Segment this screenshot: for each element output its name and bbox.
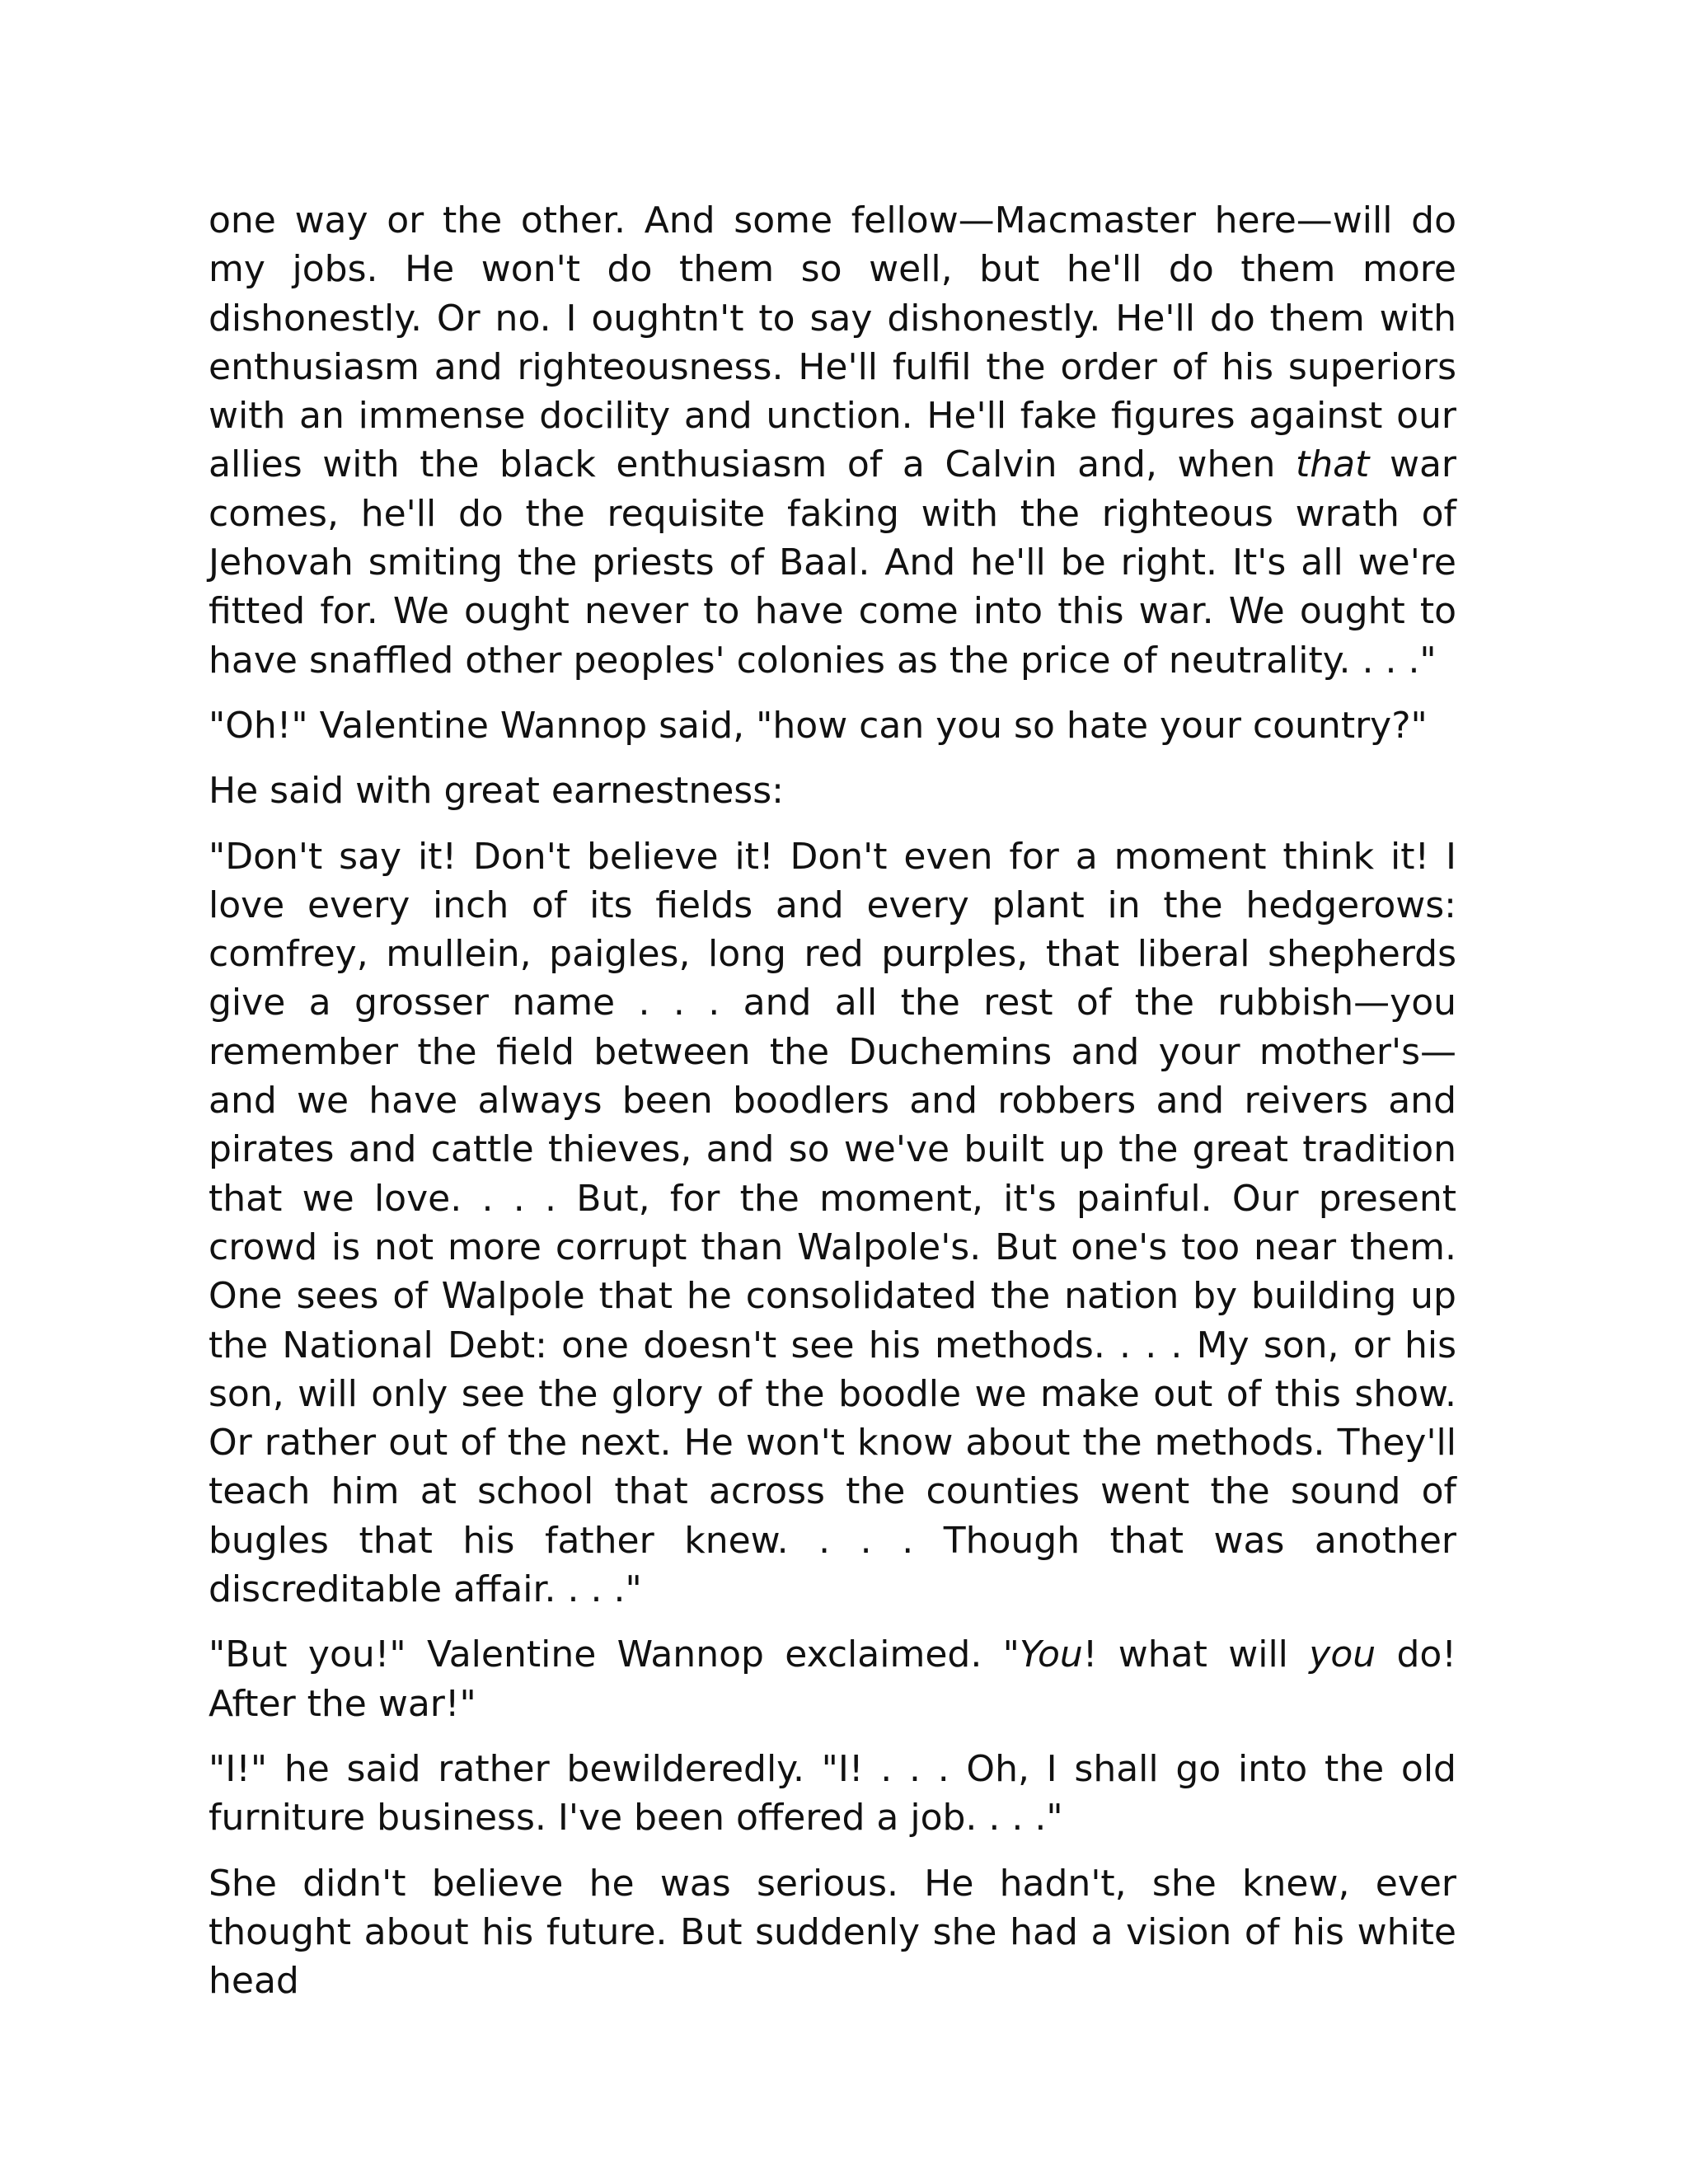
paragraph xyxy=(209,1630,1456,1728)
document-page xyxy=(209,196,1456,2022)
text-run: "Oh!" Valentine Wannop said, "how can you so hate your country?" xyxy=(209,704,1428,747)
text-run: He said with great earnestness: xyxy=(209,770,784,813)
italic-text-run: that xyxy=(1296,443,1370,486)
text-run: "But you!" Valentine Wannop exclaimed. " xyxy=(209,1633,1020,1676)
paragraph xyxy=(209,1745,1456,1843)
italic-text-run: you xyxy=(1309,1633,1376,1676)
text-run: She didn't believe he was serious. He hadn't, she knew, ever thought about his future. But suddenly she had a vision of his white head xyxy=(209,1862,1456,2003)
text-run: war comes, he'll do the requisite faking with the righteous wrath of Jehovah smiting the priests of Baal. And he'll be right. It's all we're fitted for. We ought never to have come into this war. We ought to have snaffled other peoples' colonies as the price of neutrality. . . ." xyxy=(209,443,1457,682)
paragraph xyxy=(209,196,1456,685)
paragraph xyxy=(209,832,1456,1615)
text-run: ! what will xyxy=(1082,1633,1310,1676)
text-run: "Don't say it! Don't believe it! Don't even for a moment think it! I love every inch of its fields and every plant in the hedgerows: comfrey, mullein, paigles, long red purples, that liberal shepherds give a grosser name . . . and all the rest of the rubbish—you remember the field between the Duchemins and your mother's—and we have always been boodlers and robbers and reivers and pirates and cattle thieves, and so we've built up the great tradition that we love. . . . But, for the moment, it's painful. Our present crowd is not more corrupt than Walpole's. But one's too near them. One sees of Walpole that he consolidated the nation by building up the National Debt: one doesn't see his methods. . . . My son, or his son, will only see the glory of the boodle we make out of this show. Or rather out of the next. He won't know about the methods. They'll teach him at school that across the counties went the sound of bugles that his father knew. . . . Though that was another discreditable affair. . . ." xyxy=(209,835,1456,1611)
paragraph xyxy=(209,1859,1456,2006)
text-run: one way or the other. And some fellow—Macmaster here—will do my jobs. He won't do them so well, but he'll do them more dishonestly. Or no. I oughtn't to say dishonestly. He'll do them with enthusiasm and righteousness. He'll fulfil the order of his superiors with an immense docility and unction. He'll fake figures against our allies with the black enthusiasm of a Calvin and, when xyxy=(209,199,1456,486)
paragraph xyxy=(209,701,1456,750)
italic-text-run: You xyxy=(1019,1633,1083,1676)
text-run: "I!" he said rather bewilderedly. "I! . . . Oh, I shall go into the old furniture business. I've been offered a job. . . ." xyxy=(209,1747,1456,1840)
paragraph xyxy=(209,766,1456,815)
text-run: do! After the war!" xyxy=(209,1633,1456,1725)
